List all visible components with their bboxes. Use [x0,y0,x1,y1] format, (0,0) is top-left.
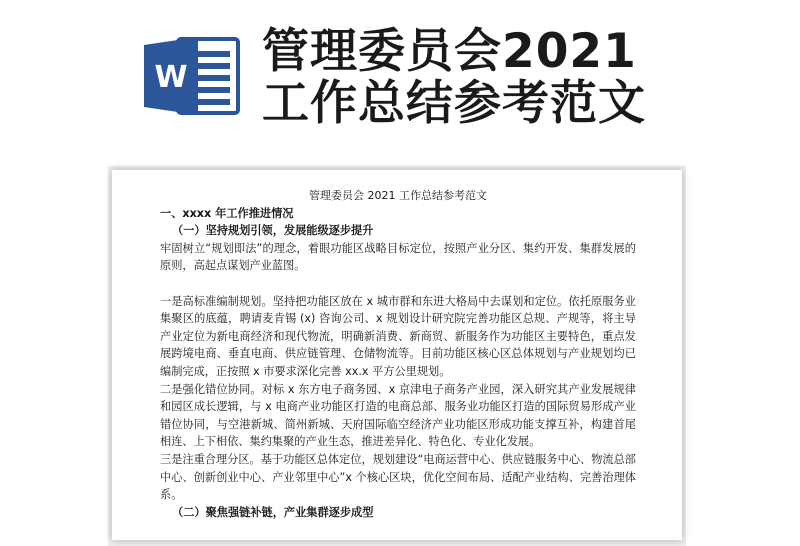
banner-title-line2: 工作总结参考范文 [262,76,646,131]
subsection-heading: （一）坚持规划引领，发展能级逐步提升 [172,224,374,238]
blank-line [160,275,636,293]
banner-title [262,26,646,130]
subsection-heading: （二）聚焦强链补链，产业集群逐步成型 [172,505,374,519]
banner-title-line1: 管理委员会2021 [262,24,637,79]
document-body [160,187,636,521]
word-icon [142,35,242,117]
paragraph: 一是高标准编制规划。坚持把功能区放在 x 城市群和东进大格局中去谋划和定位。依托原服务业集聚区的底蕴，聘请麦肯锡 (x) 咨询公司、x 规划设计研究院完善功能区总规、产规等，将主导产业定位为新电商经济和现代物流，明确新消费、新商贸、新服务作为功能区主要特色，重点发展跨境电商、垂直电商、供应链管理、仓储物流等。目前功能区核心区总体规划与产业规划均已编制完成，正按照 x 市要求深化完善 xx.x 平方公里规划。 [160,294,636,378]
document-page [112,170,682,540]
section-heading: 一、xxxx 年工作推进情况 [160,206,294,220]
paragraph: 二是强化错位协同。对标 x 东方电子商务园、x 京津电子商务产业园，深入研究其产业发展规律和园区成长逻辑，与 x 电商产业功能区打造的电商总部、服务业功能区打造的国际贸易形成产业错位协同，与空港新城、简州新城、天府国际临空经济产业功能区形成功能支撑互补，构建首尾相连、上下相依、集约集聚的产业生态，推进差异化、特色化、专业化发展。 [160,382,636,449]
document-title: 管理委员会 2021 工作总结参考范文 [309,189,487,202]
paragraph: 三是注重合理分区。基于功能区总体定位，规划建设“电商运营中心、供应链服务中心、物流总部中心、创新创业中心、产业邻里中心”x 个核心区块，优化空间布局、适配产业结构、完善治理体系。 [160,452,636,502]
banner [0,0,800,150]
word-logo-letter: W [154,60,188,95]
paragraph: 牢固树立“规划即法”的理念，着眼功能区战略目标定位，按照产业分区、集约开发、集群发展的原则，高起点谋划产业蓝图。 [160,241,636,273]
